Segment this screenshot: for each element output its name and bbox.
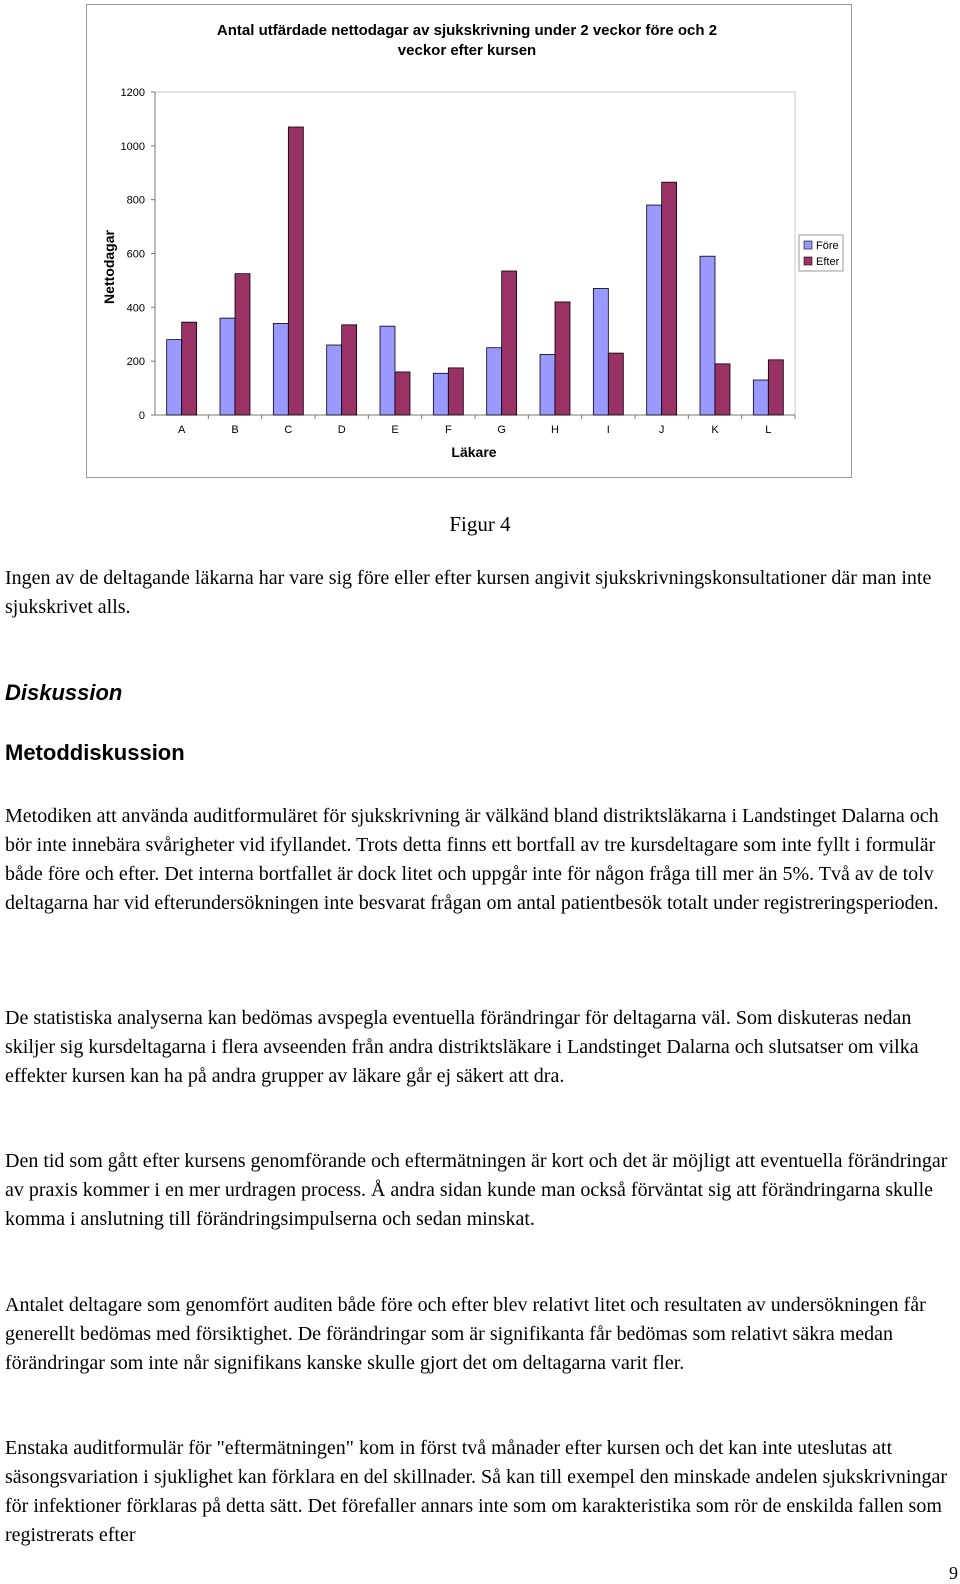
bar-chart [87, 5, 853, 479]
x-tick-label: C [284, 424, 293, 436]
x-tick-label: L [765, 424, 772, 436]
paragraph-participants: Antalet deltagare som genomfört auditen både före och efter blev relativt litet och resultaten av undersökningen får generellt bedömas med försiktighet. De förändringar som är signifikanta får bedömas som relativt säkra medan förändringar som inte når signifikans kanske skulle gjort det om deltagarna varit fler. [5, 1294, 926, 1374]
subsection-heading: Metoddiskussion [5, 740, 185, 765]
bar-efter-k [715, 364, 730, 415]
bar-efter-e [395, 372, 410, 415]
page-number: 9 [949, 1563, 958, 1583]
bar-före-i [593, 288, 608, 415]
bar-efter-f [448, 368, 463, 415]
legend [799, 235, 843, 271]
chart-title-line-1: Antal utfärdade nettodagar av sjukskrivning under 2 veckor före och 2 [216, 22, 718, 39]
y-tick-label: 0 [138, 410, 145, 422]
figure-caption: Figur 4 [449, 512, 511, 536]
bar-före-e [380, 326, 395, 415]
section-heading: Diskussion [5, 680, 123, 705]
bar-efter-h [555, 302, 570, 415]
bar-efter-c [288, 127, 303, 415]
bar-före-g [487, 348, 502, 415]
x-axis-title: Läkare [451, 444, 497, 460]
y-tick-label: 400 [126, 302, 145, 315]
x-tick-label: A [177, 424, 186, 436]
legend-swatch-efter [804, 257, 812, 265]
paragraph-timing: Den tid som gått efter kursens genomförande och eftermätningen är kort och det är möjligt att eventuella förändringar av praxis kommer i en mer urdragen process. Å andra sidan kunde man också förväntat sig att förändringarna skulle komma i anslutning till förändringsimpulserna och sedan minskat. [5, 1150, 948, 1230]
x-tick-label: J [658, 424, 665, 436]
x-tick-label: H [551, 424, 559, 436]
bar-efter-b [235, 274, 250, 415]
x-tick-label: D [337, 424, 346, 436]
bar-efter-g [502, 271, 517, 415]
bar-före-h [540, 354, 555, 415]
bar-före-f [433, 373, 448, 415]
legend-label-efter: Efter [816, 256, 840, 268]
x-tick-label: F [444, 424, 452, 436]
x-tick-label: I [606, 424, 610, 436]
legend-label-före: Före [816, 240, 839, 252]
y-axis-title: Nettodagar [101, 230, 117, 304]
paragraph-season: Enstaka auditformulär för "eftermätningen" kom in först två månader efter kursen och det kan inte uteslutas att säsongsvariation i sjuklighet kan förklara en del skillnader. Så kan till exempel den minskade andelen sjukskrivningar för infektioner förklaras på detta sätt. Det förefaller annars inte som om karakteristika som rör de enskilda fallen som registrerats efter [5, 1437, 947, 1546]
paragraph-statistics: De statistiska analyserna kan bedömas avspegla eventuella förändringar för deltagarna väl. Som diskuteras nedan skiljer sig kursdeltagarna i flera avseenden från andra distriktsläkare i Landstinget Dalarna och slutsatser om vilka effekter kursen kan ha på andra grupper av läkare går ej säkert att dra. [5, 1007, 919, 1087]
y-tick-label: 1000 [120, 140, 145, 153]
bar-efter-i [608, 353, 623, 415]
x-tick-label: E [391, 424, 399, 436]
x-tick-label: G [497, 424, 506, 436]
bar-före-b [220, 318, 235, 415]
bar-efter-j [662, 182, 677, 415]
bar-efter-l [768, 360, 783, 415]
paragraph-method: Metodiken att använda auditformuläret för sjukskrivning är välkänd bland distriktsläkarna i Landstinget Dalarna och bör inte innebära svårigheter vid ifyllandet. Trots detta finns ett bortfall av tre kursdeltagare som inte fyllt i formulär både före och efter. Det interna bortfallet är dock litet och uppgår inte för någon fråga till mer än 5%. Två av de tolv deltagarna har vid efterundersökningen inte besvarat frågan om antal patientbesök totalt under registreringsperioden. [5, 805, 939, 914]
y-tick-label: 800 [126, 194, 145, 207]
bar-före-d [327, 345, 342, 415]
bar-före-k [700, 256, 715, 415]
y-tick-label: 200 [126, 356, 145, 369]
y-tick-label: 1200 [120, 87, 145, 99]
bar-före-a [167, 340, 182, 415]
chart-title-line-2: veckor efter kursen [397, 42, 537, 59]
legend-swatch-före [804, 241, 812, 249]
y-tick-label: 600 [126, 248, 145, 261]
x-tick-label: B [231, 424, 239, 436]
bar-efter-a [182, 322, 197, 415]
plot-border [155, 92, 795, 415]
bar-före-j [647, 205, 662, 415]
chart-frame [86, 4, 852, 478]
bar-före-c [273, 323, 288, 415]
bar-före-l [753, 380, 768, 415]
intro-paragraph: Ingen av de deltagande läkarna har vare sig före eller efter kursen angivit sjukskrivningskonsultationer där man inte sjukskrivet alls. [5, 567, 932, 618]
plot-area [121, 87, 795, 436]
bar-efter-d [342, 325, 357, 415]
x-tick-label: K [711, 424, 719, 436]
